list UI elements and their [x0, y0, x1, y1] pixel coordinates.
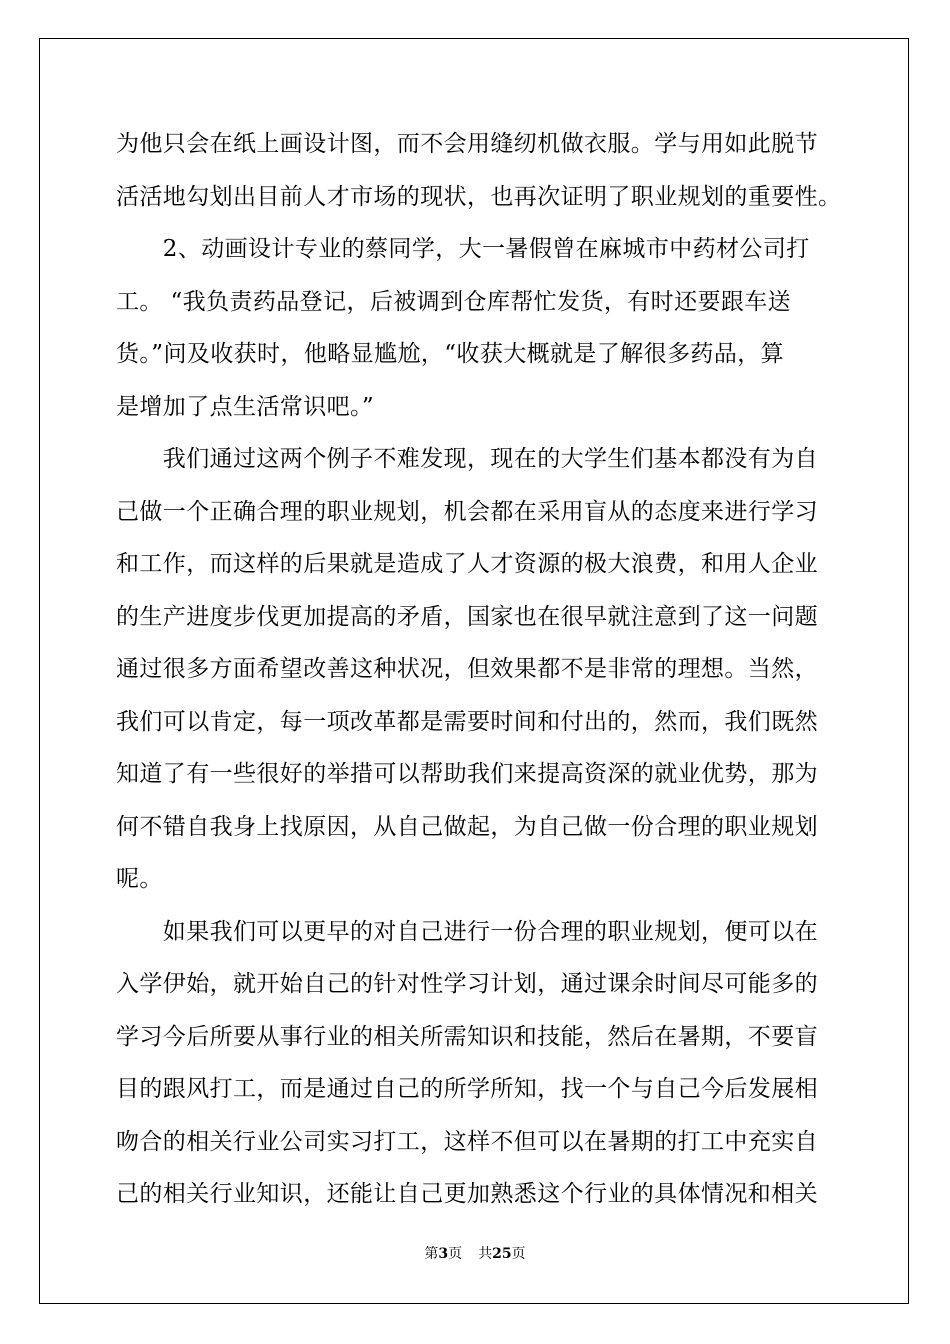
- text-line: 活活地勾划出目前人才市场的现状，也再次证明了职业规划的重要性。: [116, 183, 842, 210]
- text-line: 我们通过这两个例子不难发现，现在的大学生们基本都没有为自: [116, 446, 818, 472]
- text-line: 工。 “我负责药品登记，后被调到仓库帮忙发货，有时还要跟车送: [116, 288, 792, 315]
- page-prefix: 第: [424, 1246, 439, 1262]
- text-line: 是增加了点生活常识吧。”: [116, 393, 375, 420]
- text-line: 入学伊始，就开始自己的针对性学习计划，通过课余时间尽可能多的: [116, 971, 818, 997]
- total-pages-label: [478, 1246, 525, 1262]
- text-line: 的生产进度步伐更加提高的矛盾，国家也在很早就注意到了这一问题: [116, 603, 818, 630]
- text-line: 货。”问及收获时，他略显尴尬，“收获大概就是了解很多药品，算: [116, 341, 785, 367]
- text-line: 为他只会在纸上画设计图，而不会用缝纫机做衣服。学与用如此脱节: [116, 131, 818, 157]
- page-number-label: [424, 1246, 462, 1262]
- total-suffix: 页: [511, 1246, 526, 1262]
- text-line: 我们可以肯定，每一项改革都是需要时间和付出的，然而，我们既然: [116, 708, 818, 735]
- text-line: 呢。: [116, 866, 163, 892]
- text-line: 何不错自我身上找原因，从自己做起，为自己做一份合理的职业规划: [116, 813, 818, 840]
- text-line: 学习今后所要从事行业的相关所需知识和技能，然后在暑期，不要盲: [116, 1023, 818, 1050]
- document-body: [116, 118, 842, 1221]
- total-prefix: 共: [478, 1246, 493, 1262]
- page-footer: [0, 1244, 950, 1264]
- text-line: 己做一个正确合理的职业规划，机会都在采用盲从的态度来进行学习: [116, 498, 818, 525]
- text-line: 吻合的相关行业公司实习打工，这样不但可以在暑期的打工中充实自: [116, 1128, 818, 1155]
- total-page-number: 25: [492, 1246, 512, 1262]
- text-line: 和工作，而这样的后果就是造成了人才资源的极大浪费，和用人企业: [116, 551, 818, 577]
- text-line: 如果我们可以更早的对自己进行一份合理的职业规划，便可以在: [116, 918, 818, 945]
- text-line: 2、动画设计专业的蔡同学，大一暑假曾在麻城市中药材公司打: [116, 236, 810, 262]
- text-line: 知道了有一些很好的举措可以帮助我们来提高资深的就业优势，那为: [116, 761, 818, 787]
- text-line: 目的跟风打工，而是通过自己的所学所知，找一个与自己今后发展相: [116, 1076, 818, 1102]
- text-line: 通过很多方面希望改善这种状况，但效果都不是非常的理想。当然，: [116, 656, 818, 682]
- text-line: 己的相关行业知识，还能让自己更加熟悉这个行业的具体情况和相关: [116, 1181, 818, 1207]
- current-page-number: 3: [438, 1246, 449, 1262]
- page-suffix: 页: [448, 1246, 463, 1262]
